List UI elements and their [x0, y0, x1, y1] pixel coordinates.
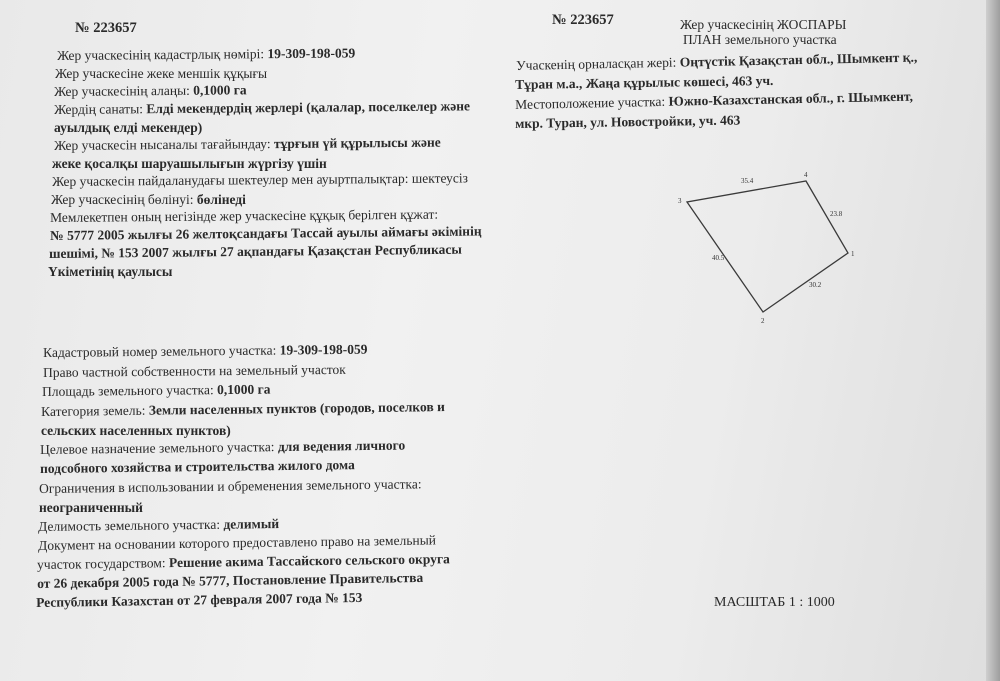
- plot-diagram: [660, 165, 870, 335]
- kz-document-label: Мемлекетпен оның негізінде жер учаскесіне құқық берілген құжат:: [50, 206, 439, 225]
- point-label-2: 2: [761, 317, 765, 325]
- scale-label: МАСШТАБ 1 : 1000: [714, 595, 835, 610]
- paper-edge: [986, 0, 1000, 681]
- point-label-3: 3: [678, 197, 682, 205]
- ru-purpose-cont: подсобного хозяйства и строительства жилого дома: [40, 457, 355, 476]
- plan-title-kz: Жер учаскесінің ЖОСПАРЫ: [680, 17, 847, 32]
- kz-document-3: Үкіметінің қаулысы: [48, 264, 173, 279]
- ru-right: Право частной собственности на земельный участок: [43, 361, 346, 380]
- side-length-2-3: 40.5: [712, 254, 725, 262]
- ru-cadastral-number: Кадастровый номер земельного участка: 19-309-198-059: [43, 341, 368, 360]
- ru-document-label: Документ на основании которого предоставлено право на земельный: [38, 532, 437, 553]
- ru-category-cont: сельских населенных пунктов): [41, 423, 231, 438]
- ru-document-1: участок государством: Решение акима Тассайского сельского округа: [37, 551, 450, 572]
- plot-boundary: [687, 181, 848, 312]
- kz-divisibility: Жер учаскесінің бөлінуі: бөлінеді: [51, 192, 246, 207]
- left-certificate-number: № 223657: [75, 20, 137, 36]
- kz-purpose-cont: жеке қосалқы шаруашылығын жүргізу үшін: [52, 156, 327, 171]
- kz-document-1: № 5777 2005 жылғы 26 желтоқсандағы Тассай ауылы аймағы әкімінің: [50, 223, 482, 243]
- ru-purpose: Целевое назначение земельного участка: для ведения личного: [40, 437, 406, 457]
- kz-category: Жердің санаты: Елді мекендердің жерлері (қалалар, поселкелер және: [54, 98, 471, 117]
- right-certificate-number: № 223657: [552, 12, 614, 28]
- point-label-1: 1: [851, 250, 855, 258]
- location-kz: Учаскенің орналасқан жері: Оңтүстік Қазақстан обл., Шымкент қ.,: [516, 49, 918, 73]
- location-ru: Местоположение участка: Южно-Казахстанская обл., г. Шымкент,: [515, 88, 914, 112]
- kz-area: Жер учаскесінің алаңы: 0,1000 га: [54, 82, 247, 99]
- plan-title-ru: ПЛАН земельного участка: [683, 32, 837, 47]
- ru-divisibility: Делимость земельного участка: делимый: [38, 516, 280, 534]
- kz-document-2: шешімі, № 153 2007 жылғы 27 ақпандағы Қазақстан Республикасы: [49, 241, 462, 261]
- ru-area: Площадь земельного участка: 0,1000 га: [42, 381, 271, 399]
- side-length-3-4: 35.4: [741, 177, 754, 185]
- kz-restrictions: Жер учаскесін пайдаланудағы шектеулер мен ауыртпалықтар: шектеусіз: [52, 170, 469, 189]
- location-kz-cont: Тұран м.а., Жаңа құрылыс көшесі, 463 уч.: [515, 72, 774, 92]
- side-length-4-1: 23.8: [830, 210, 843, 218]
- ru-restrictions-value: неограниченный: [39, 500, 143, 515]
- side-length-1-2: 30.2: [809, 281, 822, 289]
- ru-document-3: Республики Казахстан от 27 февраля 2007 года № 153: [36, 589, 363, 610]
- ru-document-2: от 26 декабря 2005 года № 5777, Постановление Правительства: [37, 569, 424, 591]
- kz-category-cont: ауылдық елді мекендер): [54, 120, 203, 135]
- ru-restrictions: Ограничения в использовании и обременения земельного участка:: [39, 476, 422, 496]
- location-ru-cont: мкр. Туран, ул. Новостройки, уч. 463: [515, 112, 741, 131]
- kz-right: Жер учаскесіне жеке меншік құқығы: [55, 66, 268, 81]
- point-label-4: 4: [804, 171, 808, 179]
- kz-purpose: Жер учаскесін нысаналы тағайындау: тұрғын үй құрылысы және: [54, 134, 441, 153]
- ru-category: Категория земель: Земли населенных пунктов (городов, поселков и: [41, 399, 445, 419]
- kz-cadastral-number: Жер учаскесінің кадастрлық нөмірі: 19-309-198-059: [57, 45, 356, 63]
